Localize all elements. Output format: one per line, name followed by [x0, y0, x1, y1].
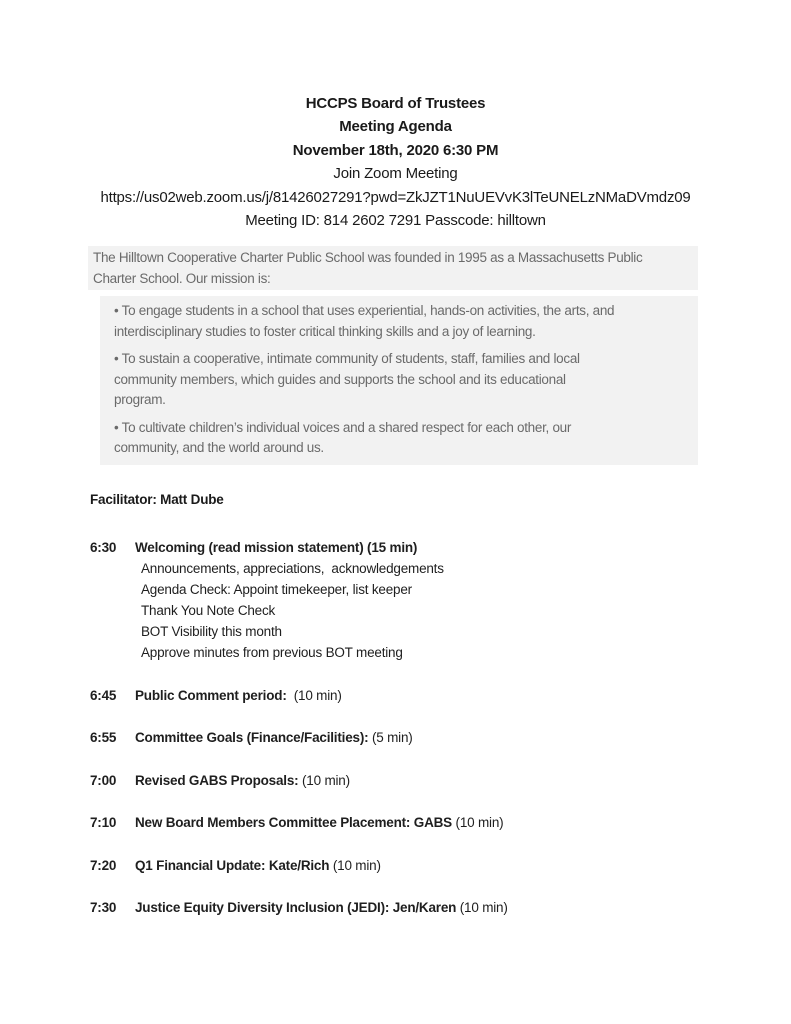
agenda-duration: (10 min)	[298, 772, 350, 788]
agenda-title	[135, 897, 508, 918]
agenda-title	[135, 770, 350, 791]
agenda-title-text: New Board Members Committee Placement: GABS	[135, 815, 452, 830]
agenda-title	[135, 537, 417, 558]
agenda-list	[90, 537, 760, 940]
agenda-subitem: Agenda Check: Appoint timekeeper, list keeper	[141, 582, 412, 597]
document-header	[0, 92, 791, 232]
agenda-title	[135, 685, 342, 706]
doc-datetime: November 18th, 2020 6:30 PM	[292, 141, 499, 159]
agenda-row	[90, 727, 760, 748]
agenda-row	[90, 855, 760, 876]
zoom-meeting-link[interactable]: https://us02web.zoom.us/j/81426027291?pwd=ZkJZT1NuUEVvK3lTeUNELzNMaDVmdz09	[100, 188, 691, 206]
mission-bullet	[114, 418, 688, 459]
agenda-title-text: Justice Equity Diversity Inclusion (JEDI): Jen/Karen	[135, 900, 457, 915]
agenda-subitem: Announcements, appreciations, acknowledgements	[141, 561, 444, 576]
agenda-title	[135, 855, 381, 876]
agenda-item	[90, 812, 760, 833]
mission-bullet	[114, 301, 688, 342]
mission-bullet-line: community members, which guides and supports the school and its educational	[114, 371, 566, 387]
agenda-item	[90, 727, 760, 748]
agenda-duration: (10 min)	[286, 687, 342, 703]
meeting-id-passcode: Meeting ID: 814 2602 7291 Passcode: hilltown	[245, 212, 546, 230]
facilitator-line: Facilitator: Matt Dube	[90, 492, 224, 507]
mission-intro	[88, 246, 698, 290]
agenda-time: 6:55	[90, 730, 117, 745]
agenda-title-text: Public Comment period:	[135, 687, 287, 703]
agenda-item	[90, 855, 760, 876]
mission-bullet-line: interdisciplinary studies to foster critical thinking skills and a joy of learning.	[114, 323, 536, 339]
agenda-duration: (10 min)	[451, 815, 504, 830]
agenda-subitem: Thank You Note Check	[141, 603, 276, 618]
agenda-title	[135, 812, 503, 833]
mission-bullet-line: • To engage students in a school that uses experiential, hands-on activities, the arts, and	[114, 303, 615, 318]
agenda-row	[90, 685, 760, 706]
agenda-subitem: BOT Visibility this month	[141, 624, 282, 639]
mission-bullet	[114, 349, 688, 411]
mission-intro-line: The Hilltown Cooperative Charter Public School was founded in 1995 as a Massachusetts Public	[93, 250, 643, 265]
mission-bullet-line: community, and the world around us.	[114, 440, 324, 455]
agenda-duration: (5 min)	[368, 730, 413, 745]
agenda-time: 6:45	[90, 687, 117, 703]
agenda-time: 7:10	[90, 815, 117, 830]
join-zoom-label: Join Zoom Meeting	[333, 165, 458, 183]
agenda-item	[90, 537, 760, 663]
agenda-subitems	[90, 558, 760, 663]
agenda-title-text: Welcoming (read mission statement) (15 min)	[135, 540, 418, 555]
agenda-title	[135, 727, 413, 748]
agenda-row	[90, 812, 760, 833]
agenda-row	[90, 770, 760, 791]
agenda-time: 7:20	[90, 857, 117, 873]
agenda-item	[90, 685, 760, 706]
agenda-time: 6:30	[90, 540, 117, 555]
mission-bullet-line: • To sustain a cooperative, intimate community of students, staff, families and local	[114, 351, 580, 366]
agenda-row	[90, 537, 760, 558]
agenda-item	[90, 897, 760, 918]
agenda-item	[90, 770, 760, 791]
mission-bullet-line: • To cultivate children’s individual voices and a shared respect for each other, our	[114, 419, 572, 435]
agenda-time: 7:00	[90, 772, 117, 788]
agenda-time: 7:30	[90, 900, 117, 915]
agenda-row	[90, 897, 760, 918]
doc-subtitle: Meeting Agenda	[339, 118, 452, 136]
agenda-duration: (10 min)	[329, 857, 381, 873]
mission-intro-line: Charter School. Our mission is:	[93, 270, 271, 286]
agenda-duration: (10 min)	[456, 900, 508, 915]
agenda-title-text: Q1 Financial Update: Kate/Rich	[135, 857, 330, 873]
mission-bullet-line: program.	[114, 392, 166, 407]
agenda-subitem: Approve minutes from previous BOT meeting	[141, 645, 403, 660]
mission-bullets	[100, 296, 698, 465]
doc-title: HCCPS Board of Trustees	[305, 95, 486, 112]
agenda-title-text: Revised GABS Proposals:	[135, 772, 299, 788]
agenda-title-text: Committee Goals (Finance/Facilities):	[135, 730, 369, 745]
